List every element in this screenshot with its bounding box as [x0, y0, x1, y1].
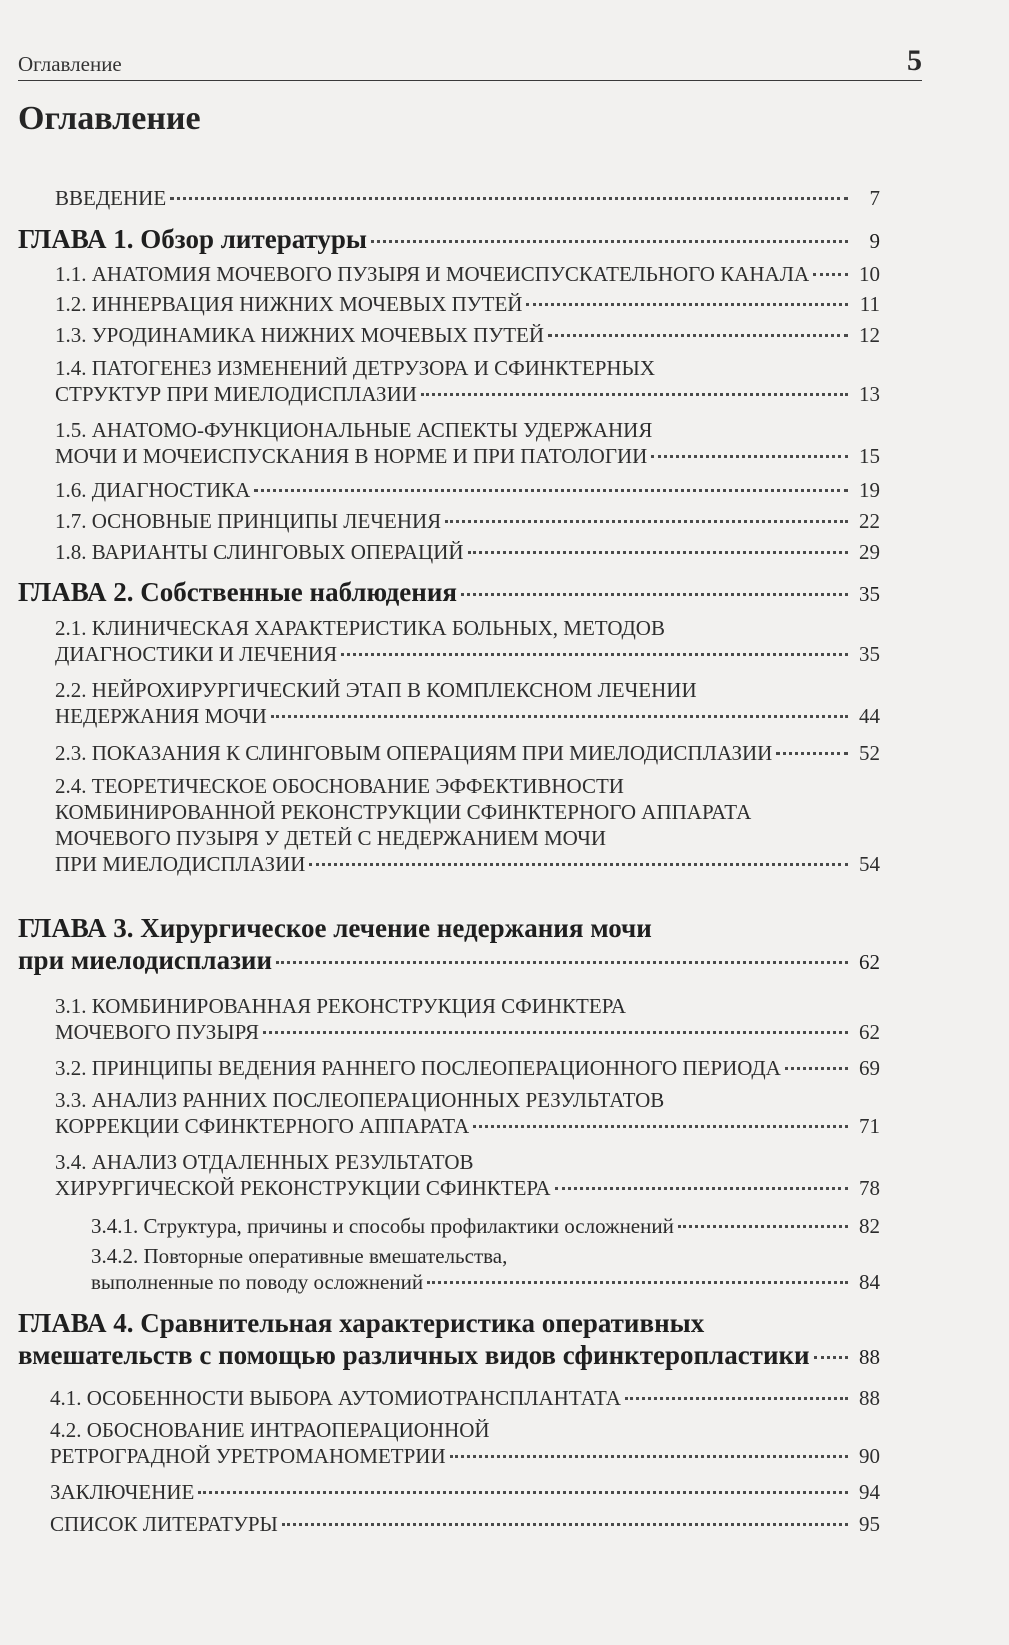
- toc-entry-3-4-2[interactable]: 3.4.2. Повторные оперативные вмешательства, выполненные по поводу осложнений 84: [91, 1244, 880, 1294]
- toc-entry-intro[interactable]: ВВЕДЕНИЕ 7: [55, 186, 880, 210]
- toc-chapter-3[interactable]: ГЛАВА 3. Хирургическое лечение недержания мочи при миелодисплазии 62: [18, 913, 880, 975]
- toc-entry-3-4[interactable]: 3.4. АНАЛИЗ ОТДАЛЕННЫХ РЕЗУЛЬТАТОВ ХИРУРГИЧЕСКОЙ РЕКОНСТРУКЦИИ СФИНКТЕРА 78: [55, 1150, 880, 1200]
- toc-chapter-4[interactable]: ГЛАВА 4. Сравнительная характеристика оперативных вмешательств с помощью различных видов сфинктеропластики 88: [18, 1308, 880, 1370]
- toc-entry-2-4[interactable]: 2.4. ТЕОРЕТИЧЕСКОЕ ОБОСНОВАНИЕ ЭФФЕКТИВНОСТИ КОМБИНИРОВАННОЙ РЕКОНСТРУКЦИИ СФИНКТЕРНОГО АППАРАТА МОЧЕВОГО ПУЗЫРЯ У ДЕТЕЙ С НЕДЕРЖАНИЕМ МОЧИ ПРИ МИЕЛОДИСПЛАЗИИ 54: [55, 774, 880, 876]
- toc-entry-references[interactable]: СПИСОК ЛИТЕРАТУРЫ 95: [50, 1512, 880, 1536]
- toc-entry-2-3[interactable]: 2.3. ПОКАЗАНИЯ К СЛИНГОВЫМ ОПЕРАЦИЯМ ПРИ МИЕЛОДИСПЛАЗИИ 52: [55, 741, 880, 765]
- toc-entry-1-4[interactable]: 1.4. ПАТОГЕНЕЗ ИЗМЕНЕНИЙ ДЕТРУЗОРА И СФИНКТЕРНЫХ СТРУКТУР ПРИ МИЕЛОДИСПЛАЗИИ 13: [55, 356, 880, 406]
- page-number: 5: [907, 44, 922, 77]
- toc-entry-1-5[interactable]: 1.5. АНАТОМО-ФУНКЦИОНАЛЬНЫЕ АСПЕКТЫ УДЕРЖАНИЯ МОЧИ И МОЧЕИСПУСКАНИЯ В НОРМЕ И ПРИ ПАТОЛОГИИ 15: [55, 418, 880, 468]
- toc-entry-2-1[interactable]: 2.1. КЛИНИЧЕСКАЯ ХАРАКТЕРИСТИКА БОЛЬНЫХ, МЕТОДОВ ДИАГНОСТИКИ И ЛЕЧЕНИЯ 35: [55, 616, 880, 666]
- toc-entry-2-2[interactable]: 2.2. НЕЙРОХИРУРГИЧЕСКИЙ ЭТАП В КОМПЛЕКСНОМ ЛЕЧЕНИИ НЕДЕРЖАНИЯ МОЧИ 44: [55, 678, 880, 728]
- toc-entry-4-1[interactable]: 4.1. ОСОБЕННОСТИ ВЫБОРА АУТОМИОТРАНСПЛАНТАТА 88: [50, 1386, 880, 1410]
- toc-entry-3-3[interactable]: 3.3. АНАЛИЗ РАННИХ ПОСЛЕОПЕРАЦИОННЫХ РЕЗУЛЬТАТОВ КОРРЕКЦИИ СФИНКТЕРНОГО АППАРАТА 71: [55, 1088, 880, 1138]
- toc-chapter-2[interactable]: ГЛАВА 2. Собственные наблюдения 35: [18, 577, 880, 607]
- toc-entry-4-2[interactable]: 4.2. ОБОСНОВАНИЕ ИНТРАОПЕРАЦИОННОЙ РЕТРОГРАДНОЙ УРЕТРОМАНОМЕТРИИ 90: [50, 1418, 880, 1468]
- toc-entry-1-8[interactable]: 1.8. ВАРИАНТЫ СЛИНГОВЫХ ОПЕРАЦИЙ 29: [55, 540, 880, 564]
- toc-entry-1-3[interactable]: 1.3. УРОДИНАМИКА НИЖНИХ МОЧЕВЫХ ПУТЕЙ 12: [55, 323, 880, 347]
- toc-entry-1-6[interactable]: 1.6. ДИАГНОСТИКА 19: [55, 478, 880, 502]
- toc-entry-3-4-1[interactable]: 3.4.1. Структура, причины и способы профилактики осложнений 82: [91, 1214, 880, 1238]
- toc-entry-3-1[interactable]: 3.1. КОМБИНИРОВАННАЯ РЕКОНСТРУКЦИЯ СФИНКТЕРА МОЧЕВОГО ПУЗЫРЯ 62: [55, 994, 880, 1044]
- page-title: Оглавление: [18, 100, 201, 137]
- toc-entry-conclusion[interactable]: ЗАКЛЮЧЕНИЕ 94: [50, 1480, 880, 1504]
- running-title: Оглавление: [18, 52, 122, 76]
- toc-entry-1-2[interactable]: 1.2. ИННЕРВАЦИЯ НИЖНИХ МОЧЕВЫХ ПУТЕЙ 11: [55, 292, 880, 316]
- toc-entry-1-1[interactable]: 1.1. АНАТОМИЯ МОЧЕВОГО ПУЗЫРЯ И МОЧЕИСПУСКАТЕЛЬНОГО КАНАЛА 10: [55, 262, 880, 286]
- toc-entry-1-7[interactable]: 1.7. ОСНОВНЫЕ ПРИНЦИПЫ ЛЕЧЕНИЯ 22: [55, 509, 880, 533]
- toc-chapter-1[interactable]: ГЛАВА 1. Обзор литературы 9: [18, 224, 880, 254]
- toc-entry-3-2[interactable]: 3.2. ПРИНЦИПЫ ВЕДЕНИЯ РАННЕГО ПОСЛЕОПЕРАЦИОННОГО ПЕРИОДА 69: [55, 1056, 880, 1080]
